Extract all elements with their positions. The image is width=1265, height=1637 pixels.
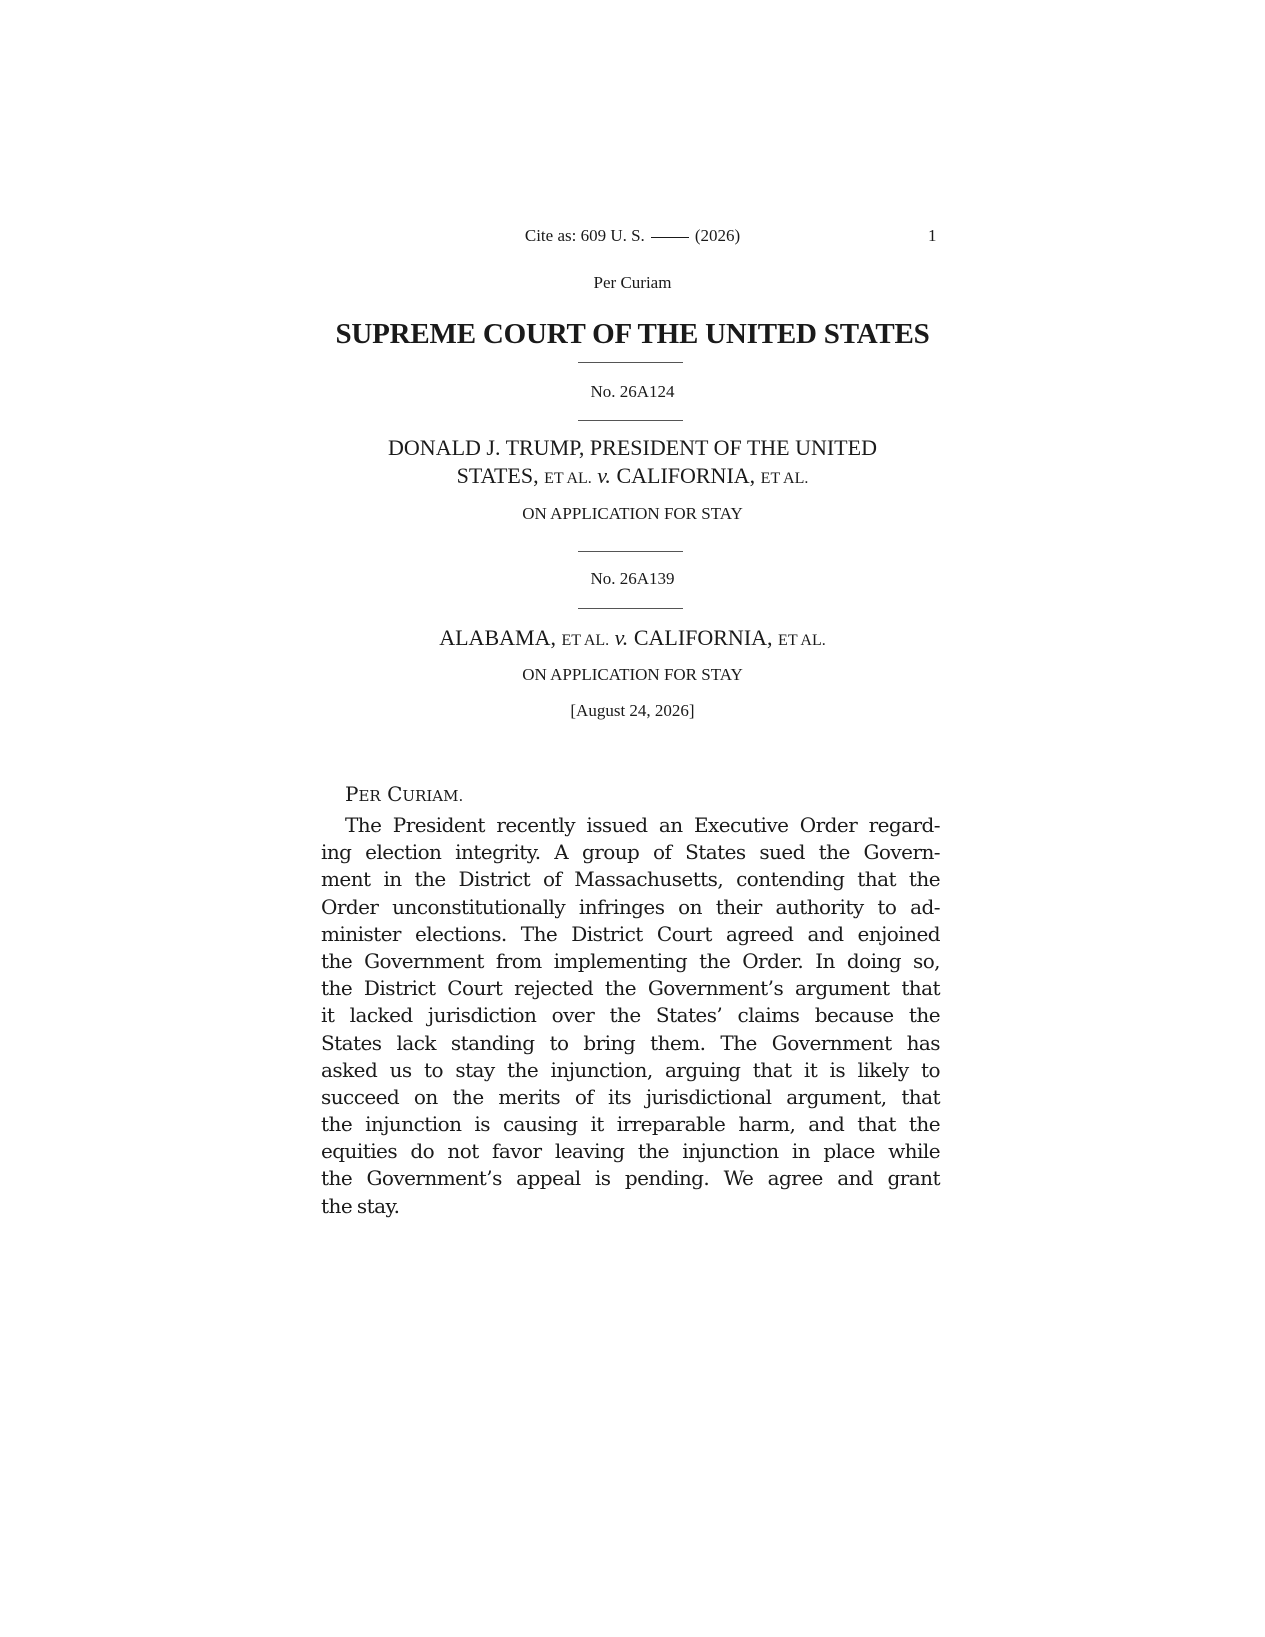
body-line: the District Court rejected the Government’s argument that bbox=[321, 976, 940, 1001]
opinion-label-rest: URIAM. bbox=[402, 787, 464, 805]
et-al: ET AL. bbox=[760, 470, 809, 487]
versus: v. bbox=[614, 625, 629, 650]
divider-rule bbox=[578, 608, 683, 609]
body-line: minister elections. The District Court agreed and enjoined bbox=[321, 921, 940, 946]
docket-number-2: No. 26A139 bbox=[590, 569, 675, 588]
case-name-2 bbox=[0, 624, 1265, 655]
et-al: ET AL. bbox=[561, 632, 610, 649]
citation-year: (2026) bbox=[694, 226, 741, 245]
body-line: equities do not favor leaving the injunction in place while bbox=[321, 1139, 940, 1164]
case-name-1-line-1: DONALD J. TRUMP, PRESIDENT OF THE UNITED bbox=[388, 435, 877, 460]
body-line: the injunction is causing it irreparable harm, and that the bbox=[321, 1112, 940, 1137]
body-line: States lack standing to bring them. The Government has bbox=[321, 1030, 940, 1055]
body-line: it lacked jurisdiction over the States’ claims because the bbox=[321, 1003, 940, 1028]
opinion-label bbox=[345, 782, 463, 806]
court-name: SUPREME COURT OF THE UNITED STATES bbox=[335, 318, 930, 350]
opinion-body bbox=[321, 812, 940, 1220]
opinion-label-initial: P bbox=[345, 782, 359, 806]
application-line-2: ON APPLICATION FOR STAY bbox=[522, 665, 743, 684]
citation-line bbox=[0, 226, 1265, 246]
body-line: ment in the District of Massachusetts, contending that the bbox=[321, 867, 940, 892]
case-name-1-line-2 bbox=[0, 462, 1265, 493]
body-line: the Government from implementing the Order. In doing so, bbox=[321, 948, 940, 973]
section-header: Per Curiam bbox=[593, 273, 672, 292]
body-line: succeed on the merits of its jurisdictional argument, that bbox=[321, 1084, 940, 1109]
docket-number-1: No. 26A124 bbox=[590, 382, 675, 401]
case-party: STATES, bbox=[456, 463, 539, 488]
case-party: ALABAMA, bbox=[439, 625, 556, 650]
body-line: the stay. bbox=[321, 1193, 400, 1218]
application-line-1: ON APPLICATION FOR STAY bbox=[522, 504, 743, 523]
page-number: 1 bbox=[928, 226, 937, 245]
et-al: ET AL. bbox=[778, 632, 826, 649]
case-party: CALIFORNIA, bbox=[633, 625, 773, 650]
divider-rule bbox=[578, 420, 683, 421]
citation-prefix: Cite as: 609 U. S. bbox=[524, 226, 645, 245]
body-line: asked us to stay the injunction, arguing that it is likely to bbox=[321, 1057, 940, 1082]
case-party: CALIFORNIA, bbox=[616, 463, 756, 488]
body-line: The President recently issued an Executive Order regard- bbox=[345, 813, 940, 837]
divider-rule bbox=[578, 551, 683, 552]
et-al: ET AL. bbox=[544, 470, 592, 487]
decision-date: [August 24, 2026] bbox=[570, 701, 695, 720]
versus: v. bbox=[597, 463, 611, 488]
body-line: the Government’s appeal is pending. We agree and grant bbox=[321, 1166, 940, 1191]
opinion-label-initial: C bbox=[387, 782, 403, 806]
body-line: Order unconstitutionally infringes on their authority to ad- bbox=[321, 894, 940, 919]
citation-page-blank bbox=[651, 237, 689, 238]
opinion-label-rest: ER bbox=[358, 787, 381, 805]
divider-rule bbox=[578, 362, 683, 363]
body-line: ing election integrity. A group of States sued the Govern- bbox=[321, 840, 940, 865]
